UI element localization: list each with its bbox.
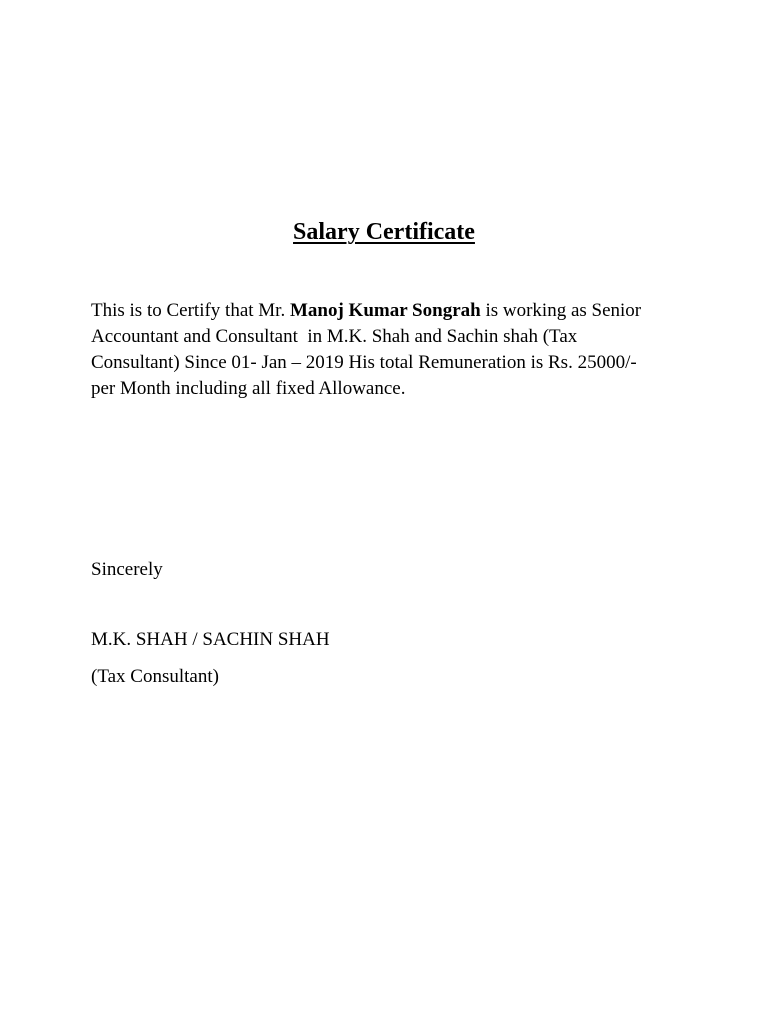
body-line-3: Consultant) Since 01- Jan – 2019 His total Remuneration is Rs. 25000/- — [91, 352, 637, 373]
body-line-1-prefix: This is to Certify that Mr. — [91, 300, 290, 321]
employee-name: Manoj Kumar Songrah — [289, 300, 481, 321]
body-line-1-suffix: is working as Senior — [480, 300, 642, 321]
signatory-names: M.K. SHAH / SACHIN SHAH — [91, 629, 330, 650]
body-line-4: per Month including all fixed Allowance. — [91, 378, 406, 399]
body-line-1 — [91, 298, 691, 324]
certificate-body — [91, 298, 691, 402]
closing-salutation: Sincerely — [91, 559, 163, 580]
document-title-text: Salary Certificate — [293, 219, 475, 245]
body-line-2: Accountant and Consultant in M.K. Shah and Sachin shah (Tax — [91, 326, 578, 347]
signatory-designation: (Tax Consultant) — [91, 666, 219, 687]
document-title — [0, 219, 768, 246]
